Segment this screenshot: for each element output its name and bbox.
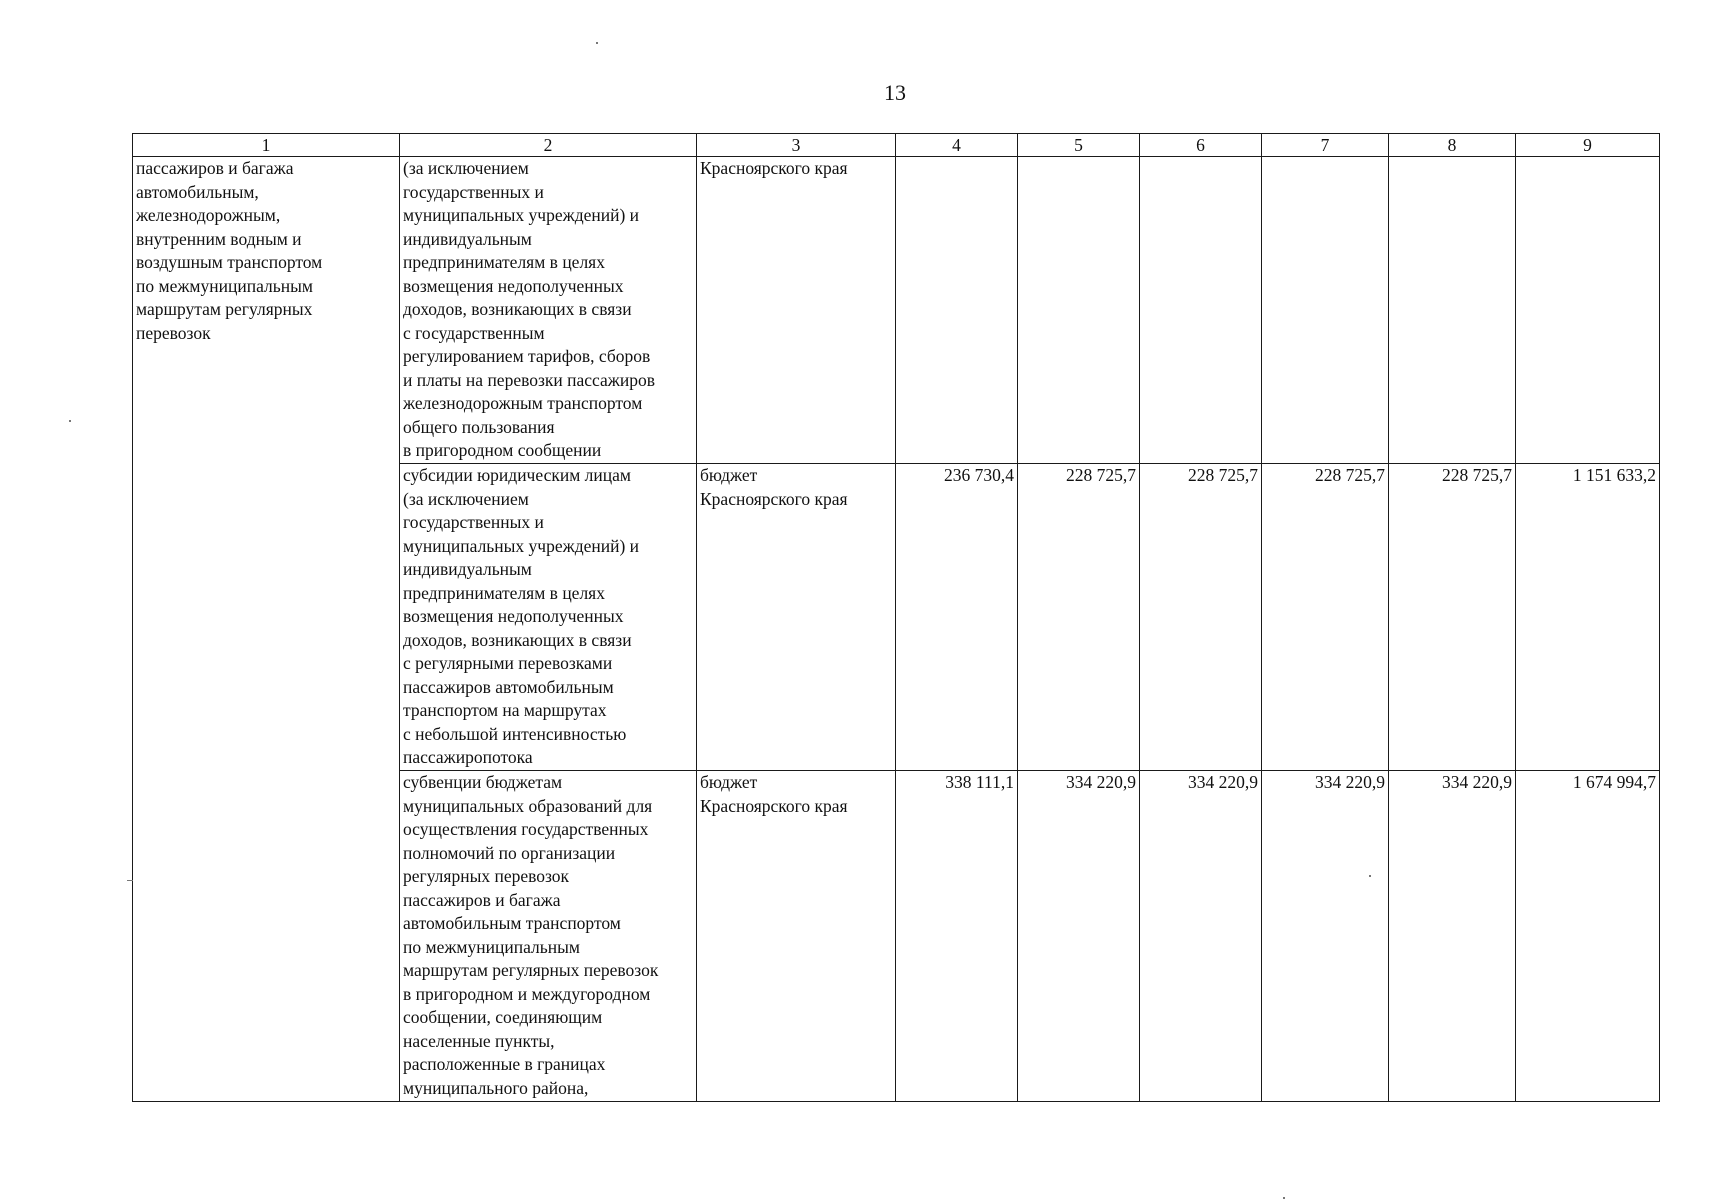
amount-cell-col7: 334 220,9 bbox=[1262, 771, 1389, 1102]
total-cell-col9: 1 151 633,2 bbox=[1516, 464, 1660, 771]
scan-speck bbox=[1369, 875, 1371, 877]
amount-cell-col5 bbox=[1018, 157, 1140, 464]
amount-cell-col8 bbox=[1389, 157, 1516, 464]
column-number-2: 2 bbox=[400, 134, 697, 157]
column-number-row bbox=[133, 134, 1660, 157]
amount-cell-col4: 338 111,1 bbox=[896, 771, 1018, 1102]
amount-cell-col4: 236 730,4 bbox=[896, 464, 1018, 771]
scan-speck bbox=[1283, 1197, 1285, 1199]
amount-cell-col6 bbox=[1140, 157, 1262, 464]
scan-speck bbox=[127, 880, 133, 881]
column-number-5: 5 bbox=[1018, 134, 1140, 157]
expense-type-cell: (за исключением государственных и муниципальных учреждений) и индивидуальным предпринимателям в целях возмещения недополученных доходов, возникающих в связи с государственным регулированием тарифов, сборов и платы на перевозки пассажиров железнодорожным транспортом общего пользования в пригородном сообщении bbox=[400, 157, 697, 464]
column-number-6: 6 bbox=[1140, 134, 1262, 157]
amount-cell-col5: 334 220,9 bbox=[1018, 771, 1140, 1102]
column-number-4: 4 bbox=[896, 134, 1018, 157]
column-number-8: 8 bbox=[1389, 134, 1516, 157]
funding-source-cell: бюджет Красноярского края bbox=[697, 464, 896, 771]
measure-name-cell: пассажиров и багажа автомобильным, железнодорожным, внутренним водным и воздушным транспортом по межмуниципальным маршрутам регулярных перевозок bbox=[133, 157, 400, 1102]
amount-cell-col4 bbox=[896, 157, 1018, 464]
scan-speck bbox=[69, 420, 71, 422]
column-number-3: 3 bbox=[697, 134, 896, 157]
expense-type-cell: субвенции бюджетам муниципальных образований для осуществления государственных полномочий по организации регулярных перевозок пассажиров и багажа автомобильным транспортом по межмуниципальным маршрутам регулярных перевозок в пригородном и междугородном сообщении, соединяющим населенные пункты, расположенные в границах муниципального района, bbox=[400, 771, 697, 1102]
column-number-1: 1 bbox=[133, 134, 400, 157]
column-number-7: 7 bbox=[1262, 134, 1389, 157]
amount-cell-col8: 334 220,9 bbox=[1389, 771, 1516, 1102]
amount-cell-col8: 228 725,7 bbox=[1389, 464, 1516, 771]
expense-type-cell: субсидии юридическим лицам (за исключением государственных и муниципальных учреждений) и индивидуальным предпринимателям в целях возмещения недополученных доходов, возникающих в связи с регулярными перевозками пассажиров автомобильным транспортом на маршрутах с небольшой интенсивностью пассажиропотока bbox=[400, 464, 697, 771]
amount-cell-col6: 228 725,7 bbox=[1140, 464, 1262, 771]
table-row bbox=[133, 157, 1660, 464]
amount-cell-col5: 228 725,7 bbox=[1018, 464, 1140, 771]
funding-source-cell: бюджет Красноярского края bbox=[697, 771, 896, 1102]
column-number-9: 9 bbox=[1516, 134, 1660, 157]
page-number: 13 bbox=[884, 80, 906, 105]
funding-source-cell: Красноярского края bbox=[697, 157, 896, 464]
amount-cell-col6: 334 220,9 bbox=[1140, 771, 1262, 1102]
amount-cell-col7 bbox=[1262, 157, 1389, 464]
total-cell-col9 bbox=[1516, 157, 1660, 464]
scan-speck bbox=[596, 42, 598, 44]
budget-table bbox=[132, 133, 1660, 1102]
amount-cell-col7: 228 725,7 bbox=[1262, 464, 1389, 771]
total-cell-col9: 1 674 994,7 bbox=[1516, 771, 1660, 1102]
